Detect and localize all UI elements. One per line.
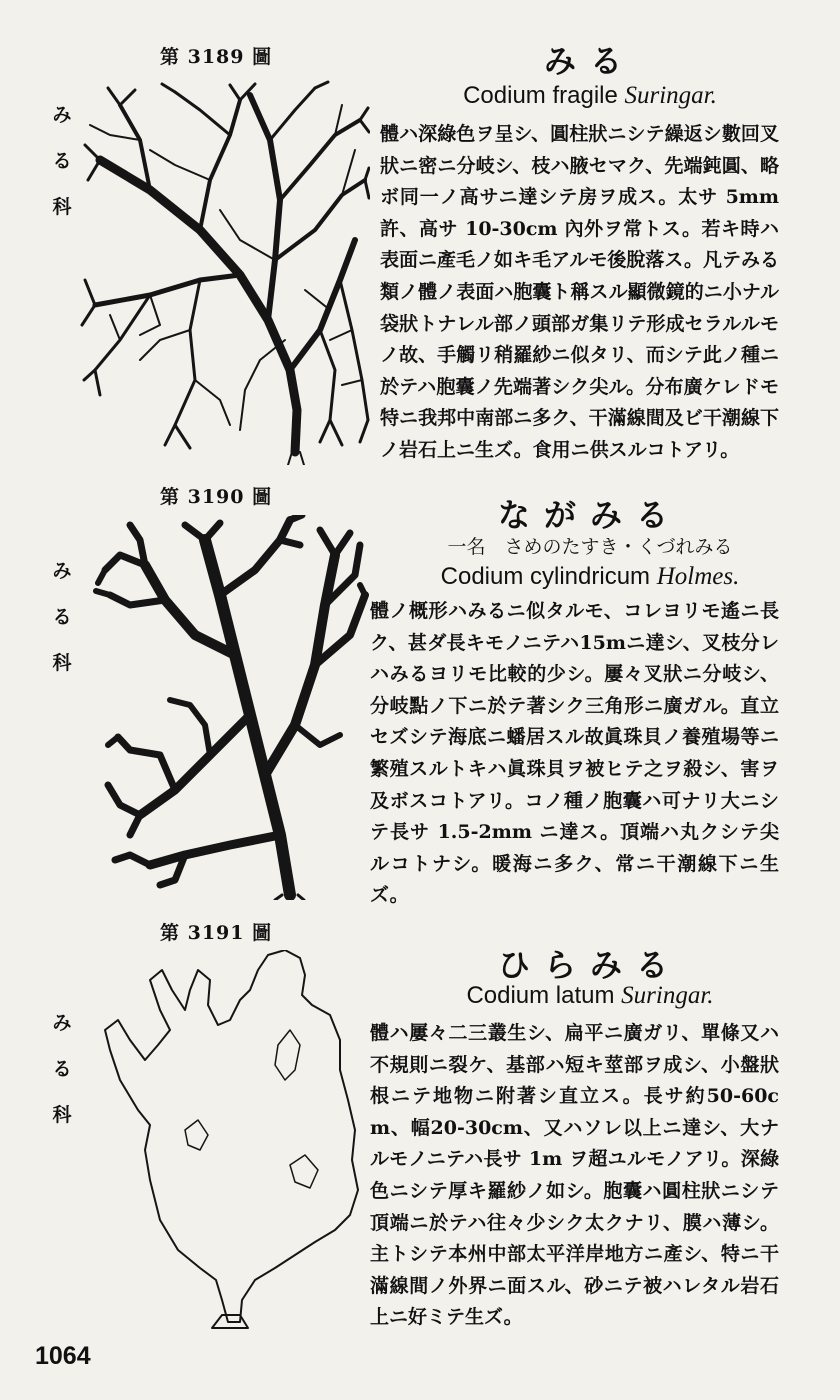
species-description: 體ノ概形ハみるニ似タルモ、コレヨリモ遙ニ長ク、甚ダ長キモノニテハ15mニ達シ、叉枝分レハみるヨリモ比較的少シ。屢々叉狀ニ分岐シ、分岐點ノ下ニ於テ著シク三角形ニ廣ガル。直立セズシテ海底ニ蟠居スル故眞珠貝ノ養殖場等ニ繁殖スルトキハ眞珠貝ヲ被ヒテ之ヲ殺シ、害ヲ及ボスコトアリ。コノ種ノ胞囊ハ可ナリ大ニシテ長サ 1.5-2mm ニ達ス。頂端ハ丸クシテ尖ルコトナシ。暖海ニ多ク、常ニ干潮線下ニ生ズ。 (370, 600, 779, 907)
figure-number: 第 3190 圖 (160, 486, 273, 508)
species-title: ひらみる (497, 946, 682, 984)
species-description: 體ハ屢々二三叢生シ、扁平ニ廣ガリ、單條又ハ不規則ニ裂ケ、基部ハ短キ莖部ヲ成シ、小盤狀根ニテ地物ニ附著シ直立ス。長サ約50-60cm、幅20-30cm、又ハソレ以上ニ達シ、大ナルモノニテハ長サ 1m ヲ超ユルモノアリ。深綠色ニシテ厚キ羅紗ノ如シ。胞囊ハ圓柱狀ニシテ頂端ニ於テハ往々少シク太クナリ、膜ハ薄シ。主トシテ本州中部太平洋岸地方ニ產シ、特ニ干滿線間ノ外界ニ面スル、砂ニテ被ハレタル岩石上ニ好ミテ生ズ。 (370, 1022, 780, 1329)
page-number: 1064 (35, 1342, 91, 1370)
scientific-name: Codium latum Suringar. (466, 982, 714, 1009)
family-label: みる科 (52, 1012, 72, 1126)
species-description: 體ハ深綠色ヲ呈シ、圓柱狀ニシテ繰返シ數回叉狀ニ密ニ分岐シ、枝ハ腋セマク、先端鈍圓、略ボ同一ノ高サニ達シテ房ヲ成ス。太サ 5mm 許、高サ 10-30cm 內外ヲ常トス。若キ時ハ表面ニ產毛ノ如キ毛アルモ後脫落ス。凡テみる類ノ體ノ表面ハ胞囊ト稱スル顯微鏡的ニ小ナル袋狀トナレル部ノ頭部ガ集リテ形成セラルルモノ故、手觸リ稍羅紗ニ似タリ、而シテ此ノ種ニ於テハ胞囊ノ先端著シク尖ル。分布廣ケレドモ特ニ我邦中南部ニ多ク、干滿線間及ビ干潮線下ノ岩石上ニ生ズ。食用ニ供スルコトアリ。 (380, 123, 779, 461)
codium-fragile-illustration (80, 80, 370, 465)
scientific-name: Codium cylindricum Holmes. (440, 563, 740, 590)
scientific-name: Codium fragile Suringar. (463, 82, 717, 109)
family-label: みる科 (52, 104, 72, 218)
codium-cylindricum-illustration (90, 515, 370, 900)
figure-number: 第 3191 圖 (160, 922, 273, 944)
species-title: みる (543, 42, 636, 80)
family-label: みる科 (52, 560, 72, 674)
figure-number: 第 3189 圖 (160, 46, 273, 68)
species-title: ながみる (497, 496, 682, 534)
codium-latum-illustration (90, 950, 370, 1330)
alternate-names: 一名 さめのたすき・くづれみる (447, 536, 733, 558)
